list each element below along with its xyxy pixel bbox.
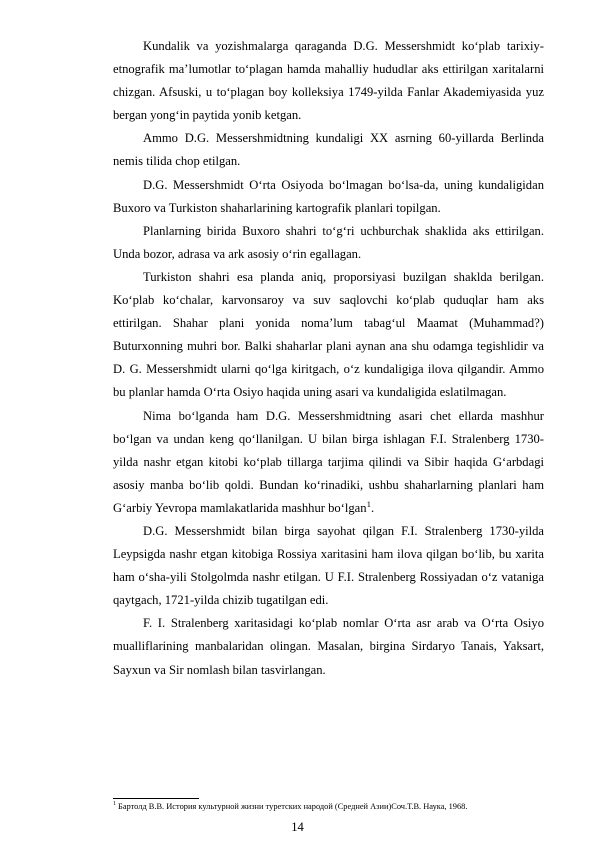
- paragraph-2-text: Ammo D.G. Messershmidtning kundaligi XX asrning 60-yillarda Berlinda nemis tilida chop etilgan.: [113, 131, 544, 169]
- paragraph-7-text: D.G. Messershmidt bilan birga sayohat qilgan F.I. Stralenberg 1730-yilda Leypsigda nashr etgan kitobiga Rossiya xaritasini ham ilova qilgan bo‘lib, bu xarita ham o‘sha-yili Stolgolmda nashr etilgan. U F.I. Stralenberg Rossiyadan o‘z vataniga qaytgach, 1721-yilda chizib tugatilgan edi.: [113, 523, 544, 608]
- footnote-reference[interactable]: 1: [366, 498, 371, 509]
- paragraph-7: [113, 520, 544, 612]
- main-text: [113, 35, 544, 682]
- paragraph-1-text: Kundalik va yozishmalarga qaraganda D.G. Messershmidt ko‘plab tarixiy-etnografik ma’lumotlar to‘plagan hamda mahalliy hududlar aks ettirilgan xaritalarni chizgan. Afsuski, u to‘plagan boy kolleksiya 1749-yilda Fanlar Akademiyasida yuz bergan yong‘in paytida yonib ketgan.: [113, 39, 544, 123]
- paragraph-1: [113, 35, 544, 127]
- paragraph-6-text: Nima bo‘lganda ham D.G. Messershmidtning asari chet ellarda mashhur bo‘lgan va undan keng qo‘llanilgan. U bilan birga ishlagan F.I. Stralenberg 1730-yilda nashr etgan kitobi ko‘plab tillarga tarjima qilindi va Sibir haqida G‘arbdagi asosiy manba bo‘lib qoldi. Bundan ko‘rinadiki, ushbu shaharlarning planlari ham G‘arbiy Yevropa mamlakatlarida mashhur bo‘lgan: [113, 408, 544, 515]
- footnote-marker: 1: [113, 801, 116, 808]
- paragraph-8-text: F. I. Stralenberg xaritasidagi ko‘plab nomlar O‘rta asr arab va O‘rta Osiyo mualliflarining manbalaridan olingan. Masalan, birgina Sirdaryo Tanais, Yaksart, Sayxun va Sir nomlash bilan tasvirlangan.: [113, 616, 544, 677]
- paragraph-5-text: Turkiston shahri esa planda aniq, proporsiyasi buzilgan shaklda berilgan. Ko‘plab ko‘chalar, karvonsaroy va suv saqlovchi ko‘plab quduqlar ham aks ettirilgan. Shahar plani yonida noma’lum tabag‘ul Maamat (Muhammad?) Buturxonning muhri bor. Balki shaharlar plani aynan ana shu odamga tegishlidir va D. G. Messershmidt ularni qo‘lga kiritgach, o‘z kundaligiga ilova qilgandir. Ammo bu planlar hamda O‘rta Osiyo haqida uning asari va kundaligida eslatilmagan.: [113, 269, 544, 400]
- footnote-text: Бартолд В.В. История культурной жизни туретских народой (Средней Азии)Соч.Т.В. Наука, 1968.: [115, 802, 468, 811]
- paragraph-3: [113, 174, 544, 220]
- paragraph-8: [113, 612, 544, 681]
- footnote: [113, 801, 544, 812]
- page-number: 14: [291, 820, 304, 834]
- footnote-divider: [113, 798, 199, 799]
- footnote-area: [113, 798, 544, 812]
- paragraph-5: [113, 266, 544, 405]
- paragraph-3-text: D.G. Messershmidt O‘rta Osiyoda bo‘lmagan bo‘lsa-da, uning kundaligidan Buxoro va Turkiston shaharlarining kartografik planlari topilgan.: [113, 177, 544, 215]
- paragraph-4-text: Planlarning birida Buxoro shahri to‘g‘ri uchburchak shaklida aks ettirilgan. Unda bozor, adrasa va ark asosiy o‘rin egallagan.: [113, 223, 544, 261]
- paragraph-4: [113, 220, 544, 266]
- paragraph-6-end: .: [370, 500, 375, 515]
- paragraph-6: [113, 405, 544, 520]
- paragraph-2: [113, 127, 544, 173]
